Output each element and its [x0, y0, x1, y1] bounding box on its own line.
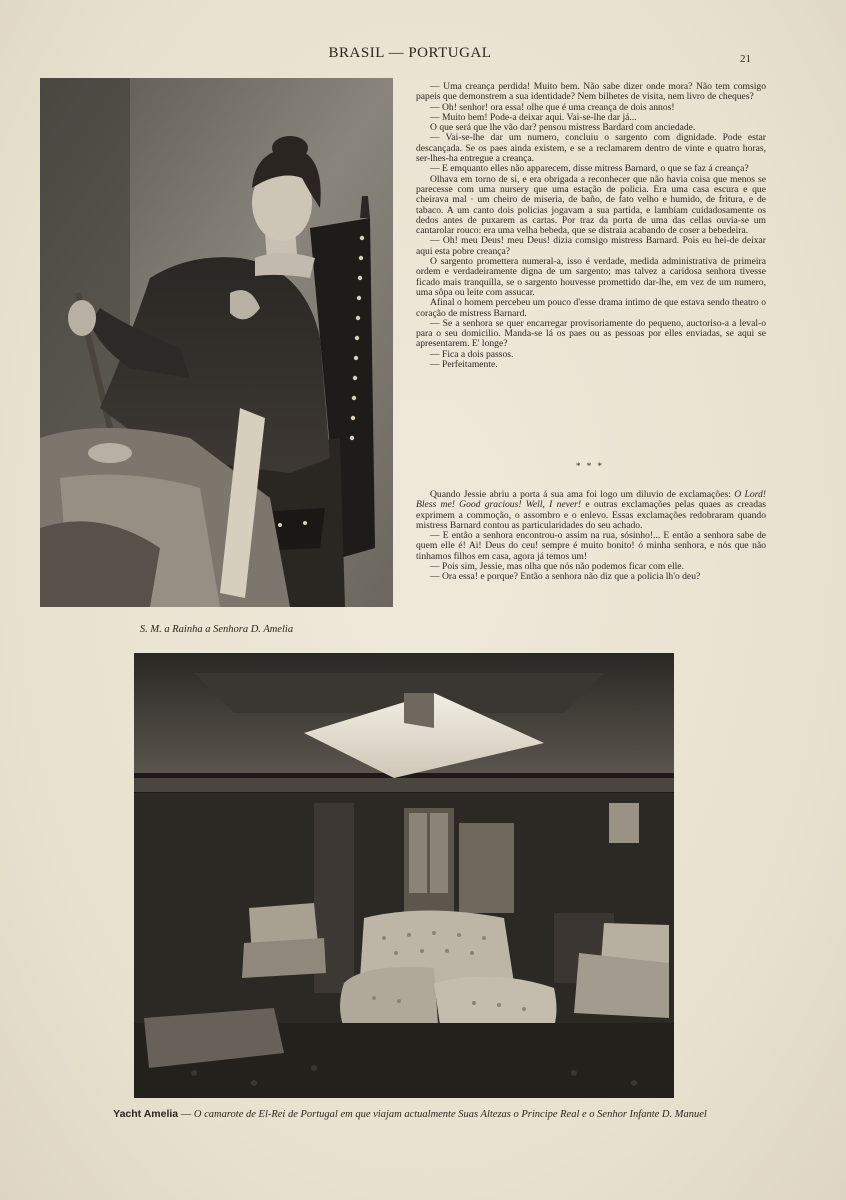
- yacht-cabin-illustration: [134, 653, 674, 1098]
- section-separator: * * *: [576, 461, 604, 471]
- paragraph-text: e outras exclamações pelas quaes as creadas exprimem a commoção, o assombro e o enlevo. Essas exclamações redobraram quando mistress Barnard contou as particularidades do seu achado.: [416, 499, 766, 531]
- yacht-cabin-caption: [110, 1108, 710, 1121]
- article-text-bottom: [416, 490, 766, 583]
- paragraph: — Oh! senhor! ora essa! olhe que é uma creança de dois annos!: [430, 101, 675, 113]
- paragraph: — Perfeitamente.: [430, 359, 498, 371]
- exclamation-italic: O Lord! Bless me! Good gracious! Well, I never!: [416, 489, 766, 511]
- paragraph: — Fica a dois passos.: [430, 348, 514, 360]
- paragraph: — Vai-se-lhe dar um numero, concluiu o sargento com dignidade. Pode estar descançada. Se os paes ainda existem, e se a reclamarem dentro de vinte e quatro horas, ser-lhes-ha entregue a creança.: [416, 132, 766, 165]
- yacht-caption-lead: Yacht Amelia: [113, 1108, 179, 1120]
- yacht-caption-text: O camarote de El-Rei de Portugal em que viajam actualmente Suas Altezas o Principe Real e o Senhor Infante D. Manuel: [193, 1109, 707, 1120]
- paragraph: O que será que lhe vão dar? pensou mistress Bardard com anciedade.: [430, 122, 696, 134]
- queen-portrait-photo: [40, 78, 393, 607]
- paragraph: — Se a senhora se quer encarregar provisoriamente do pequeno, auctoriso-a a leval-o para o seu domicilio. Manda-se lá os paes ou as pessoas por elles enviadas, se aqui se apresentarem. E' longe?: [416, 317, 766, 350]
- paragraph: — Oh! meu Deus! meu Deus! dizia comsigo mistress Barnard. Pois eu hei-de deixar aqui esta pobre creança?: [416, 235, 766, 257]
- paragraph: Afinal o homem percebeu um pouco d'esse drama intimo de que estava sendo theatro o coração de mistress Barnard.: [416, 297, 766, 319]
- page-number: 21: [740, 53, 751, 65]
- paragraph: — Ora essa! e porque? Então a senhora não diz que a policia lh'o deu?: [430, 571, 701, 583]
- paragraph-text: Quando Jessie abriu a porta á sua ama foi logo um diluvio de exclamações:: [430, 489, 735, 500]
- paragraph: O sargento promettera numeral-a, isso é verdade, medida administrativa de primeira ordem e verdadeiramente digna de um sargento; mas talvez a caridosa senhora tivesse ficado mais tranquilla, se o sargento houvesse promettido dar-lhe, em vez de um numero, uma sôpa ou leite com assucar.: [416, 256, 766, 298]
- paragraph: — Uma creança perdida! Muito bem. Não sabe dizer onde mora? Não tem comsigo papeis que demonstrem a sua identidade? Nem bilhetes de visita, nem livro de cheques?: [416, 81, 766, 103]
- paragraph: — E então a senhora encontrou-o assim na rua, sósinho!... E então a senhora sabe de quem elle é! Ai! Deus do ceu! sempre é muito bonito! ó minha senhora, e nós que não tinhamos filhos em casa, agora já temos um!: [416, 530, 766, 562]
- queen-portrait-caption: S. M. a Rainha a Senhora D. Amelia: [139, 624, 294, 635]
- paragraph: [416, 490, 766, 531]
- page-header-title: BRASIL — PORTUGAL: [328, 45, 492, 61]
- paragraph: — E emquanto elles não apparecem, disse mitress Barnard, o que se faz á creança?: [430, 163, 749, 175]
- article-text-top: [416, 82, 766, 370]
- paragraph: — Muito bem! Pode-a deixar aqui. Vai-se-lhe dar já...: [430, 111, 637, 123]
- paragraph: — Pois sim, Jessie, mas olha que nós não podemos ficar com elle.: [430, 561, 684, 573]
- paragraph: Olhava em torno de si, e era obrigada a reconhecer que não havia coisa que menos se parecesse com uma nursery que uma estação de policia. Era uma casa escura e que cheirava mal · um cheiro de miseria, de baño, de fato velho e humido, de fritura, e de tabaco. A um canto dois policias jogavam a sua partida, e lambíam cuidadosamente os dedos antes de puxarem as cartas. Por traz da porta de uma das cellas ouvia-se um cantarolar rouco: era uma velha bebeda, que se distraia acabando de coser a bebedeira.: [416, 173, 766, 237]
- yacht-cabin-photo: [134, 653, 674, 1098]
- yacht-caption-dash: —: [178, 1109, 194, 1120]
- queen-portrait-illustration: [40, 78, 393, 607]
